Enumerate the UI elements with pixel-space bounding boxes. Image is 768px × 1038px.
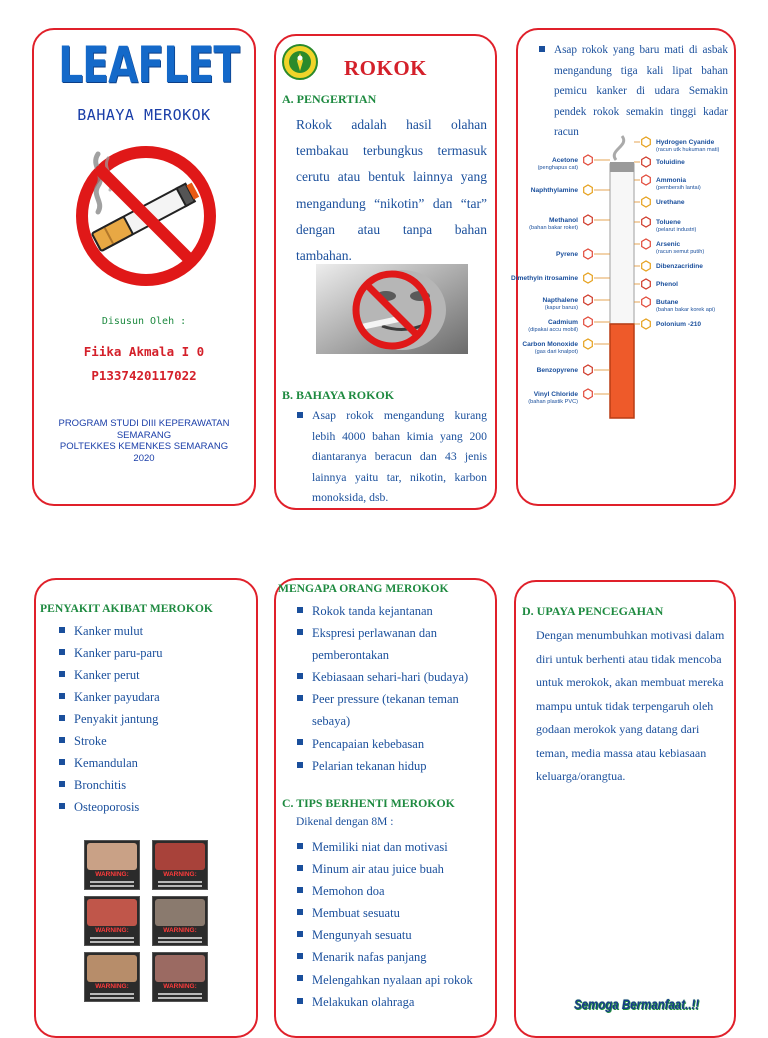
molecule-icon — [642, 297, 651, 307]
prevention-paragraph: Dengan menumbuhkan motivasi dalam diri untuk berhenti atau tidak mencoba untuk merokok, akan membuat mereka mampu untuk tidak terpengaruh oleh godaan merokok yang datang dari teman, media massa atau kebiasaan keluarga/orangtua. — [536, 628, 725, 783]
warning-line — [90, 993, 134, 995]
cigarette-filter — [610, 324, 634, 418]
molecule-icon — [584, 215, 593, 225]
warning-text: WARNING: — [95, 983, 129, 990]
smoker-no-smoking-photo — [316, 264, 468, 354]
definition-paragraph: Rokok adalah hasil olahan tembakau terbungkus termasuk cerutu atau bentuk lainnya yang mengandung “nikotin” dan “tar” dengan atau tanpa bahan tambahan. — [296, 117, 487, 264]
warning-line — [90, 937, 134, 939]
chemical-name: Dimethyln itrosamine — [510, 275, 578, 282]
list-item: Membuat sesuatu — [296, 902, 487, 924]
cigarette-body — [610, 164, 634, 324]
list-item: Asap rokok yang baru mati di asbak mengandung tiga kali lipat bahan pemicu kanker di udara Semakin pendek rokok semakin tinggi kadar racun — [538, 40, 728, 143]
warning-photo — [155, 955, 205, 982]
molecule-icon — [642, 279, 651, 289]
molecule-icon — [584, 295, 593, 305]
author-id-number: P1337420117022 — [91, 368, 197, 383]
warning-line — [158, 881, 202, 883]
no-smoking-icon — [68, 136, 224, 286]
warning-photo — [155, 899, 205, 926]
tips-intro: Dikenal dengan 8M : — [296, 816, 394, 828]
warning-line — [158, 937, 202, 939]
warning-line — [158, 885, 202, 887]
institution — [40, 418, 248, 464]
molecule-icon — [642, 319, 651, 329]
molecule-icon — [642, 239, 651, 249]
author-name: Fiika Akmala I 0 — [83, 344, 205, 359]
warning-card — [84, 896, 140, 946]
institution-line: 2020 — [133, 452, 155, 464]
list-item: Kanker perut — [58, 664, 252, 686]
warning-card — [152, 896, 208, 946]
chemical-name: Dibenzacridine — [656, 263, 703, 270]
institution-line: PROGRAM STUDI DIII KEPERAWATAN — [58, 418, 230, 429]
list-item: Melakukan olahraga — [296, 991, 487, 1013]
warning-line — [158, 941, 202, 943]
closing-message: Semoga Bermanfaat..!! — [574, 996, 700, 1012]
chemical-name: Toluidine — [656, 159, 685, 166]
list-item: Kanker paru-paru — [58, 642, 252, 664]
chemical-name: Phenol — [656, 281, 678, 288]
author-label: Disusun Oleh : — [101, 316, 187, 327]
chemical-name: Urethane — [656, 199, 685, 206]
warning-text: WARNING: — [163, 983, 197, 990]
tips-list — [296, 836, 487, 1013]
chemical-name: Methanol — [549, 217, 578, 224]
section-heading-danger: B. BAHAYA ROKOK — [282, 388, 395, 402]
chemical-note: (penghapus cat) — [537, 165, 578, 171]
warning-card — [84, 952, 140, 1002]
chemical-note: (pelarut industri) — [656, 227, 697, 233]
diseases-list — [58, 620, 252, 818]
molecule-icon — [642, 137, 651, 147]
chemical-name: Naphthylamine — [530, 187, 578, 194]
institution-line: SEMARANG — [116, 429, 172, 441]
cigarette-chemicals-diagram — [510, 134, 738, 422]
list-item: Kemandulan — [58, 752, 252, 774]
molecule-icon — [584, 185, 593, 195]
warning-text: WARNING: — [163, 871, 197, 878]
molecule-icon — [584, 317, 593, 327]
section-heading-definition: A. PENGERTIAN — [282, 92, 377, 106]
chemical-name: Cadmium — [547, 319, 578, 326]
chemical-name: Butane — [656, 299, 679, 306]
chemical-name: Toluene — [656, 219, 681, 226]
list-item: Pelarian tekanan hidup — [296, 755, 487, 777]
molecule-icon — [642, 157, 651, 167]
chemical-note: (pembersih lantai) — [656, 185, 701, 191]
intro-panel — [274, 34, 497, 510]
chemical-note: (dipakai accu mobil) — [528, 327, 578, 333]
reasons-list — [296, 600, 487, 777]
smoke-wisp — [614, 136, 624, 160]
list-item: Osteoporosis — [58, 796, 252, 818]
list-item: Ekspresi perlawanan dan pemberontakan — [296, 622, 487, 666]
prevention-panel — [514, 580, 736, 1038]
chemical-note: (bahan plastik PVC) — [528, 399, 578, 405]
warning-photo — [87, 955, 137, 982]
warning-text: WARNING: — [95, 927, 129, 934]
molecule-icon — [642, 175, 651, 185]
warning-line — [158, 997, 202, 999]
chemical-note: (kapur barus) — [544, 305, 578, 311]
reasons-panel — [274, 578, 497, 1038]
warning-line — [158, 993, 202, 995]
chemical-name: Pyrene — [556, 251, 578, 258]
chemicals-panel — [510, 28, 736, 506]
reasons-heading: MENGAPA ORANG MEROKOK — [278, 582, 449, 595]
molecule-icon — [584, 249, 593, 259]
chemical-note: (bahan bakar roket) — [529, 225, 578, 231]
chemical-note: (bahan bakar korek api) — [656, 307, 716, 313]
chemical-name: Benzopyrene — [536, 367, 578, 374]
list-item: Stroke — [58, 730, 252, 752]
list-item: Memiliki niat dan motivasi — [296, 836, 487, 858]
list-item: Bronchitis — [58, 774, 252, 796]
chemical-name: Polonium -210 — [656, 321, 702, 328]
warning-card — [84, 840, 140, 890]
list-item: Melengahkan nyalaan api rokok — [296, 969, 487, 991]
leaflet-title: LEAFLET — [58, 36, 240, 94]
molecule-icon — [584, 273, 593, 283]
list-item: Mengunyah sesuatu — [296, 924, 487, 946]
chemical-name: Napthalene — [542, 297, 578, 304]
chemical-name: Carbon Monoxide — [522, 341, 578, 348]
list-item: Pencapaian kebebasan — [296, 733, 487, 755]
molecule-icon — [584, 155, 593, 165]
molecule-icon — [642, 261, 651, 271]
molecule-icon — [584, 365, 593, 375]
warning-text: WARNING: — [95, 871, 129, 878]
institution-line: POLTEKKES KEMENKES SEMARANG — [59, 441, 229, 452]
diseases-heading: PENYAKIT AKIBAT MEROKOK — [40, 602, 213, 615]
chemical-note: (racun semut putih) — [656, 249, 705, 255]
warning-line — [90, 885, 134, 887]
list-item: Kanker mulut — [58, 620, 252, 642]
list-item: Kebiasaan sehari-hari (budaya) — [296, 666, 487, 688]
warning-photo — [87, 843, 137, 870]
chemical-name: Hydrogen Cyanide — [656, 139, 715, 146]
list-item: Penyakit jantung — [58, 708, 252, 730]
cover-panel — [32, 28, 256, 506]
molecule-icon — [584, 389, 593, 399]
molecule-icon — [642, 197, 651, 207]
intro-title: ROKOK — [343, 56, 427, 80]
leaflet-subtitle: BAHAYA MEROKOK — [77, 106, 211, 124]
chemical-name: Arsenic — [656, 241, 681, 248]
warning-labels-grid — [84, 840, 210, 1004]
warning-line — [90, 941, 134, 943]
list-item: Peer pressure (tekanan teman sebaya) — [296, 688, 487, 732]
chemical-name: Vinyl Chloride — [533, 391, 578, 398]
chemical-note: (racun utk hukuman mati) — [656, 147, 720, 153]
chemical-name: Ammonia — [656, 177, 687, 184]
list-item: Memohon doa — [296, 880, 487, 902]
list-item: Rokok tanda kejantanan — [296, 600, 487, 622]
list-item: Kanker payudara — [58, 686, 252, 708]
chemical-name: Acetone — [551, 157, 578, 164]
molecule-icon — [642, 217, 651, 227]
molecule-icon — [584, 339, 593, 349]
warning-line — [90, 997, 134, 999]
list-item: Minum air atau juice buah — [296, 858, 487, 880]
warning-card — [152, 840, 208, 890]
danger-list — [296, 406, 487, 509]
list-item: Asap rokok mengandung kurang lebih 4000 bahan kimia yang 200 diantaranya beracun dan 43 jenis lainnya yaitu tar, nikotin, karbon monoksida, dsb. — [296, 406, 487, 509]
warning-photo — [155, 843, 205, 870]
chemical-note: (gas dari knalpot) — [534, 349, 578, 355]
warning-photo — [87, 899, 137, 926]
chemicals-fact-list — [538, 40, 728, 143]
tips-heading: C. TIPS BERHENTI MEROKOK — [282, 796, 455, 810]
diseases-panel — [34, 578, 258, 1038]
list-item: Menarik nafas panjang — [296, 946, 487, 968]
warning-line — [90, 881, 134, 883]
cigarette-ash — [610, 162, 634, 172]
warning-text: WARNING: — [163, 927, 197, 934]
warning-card — [152, 952, 208, 1002]
prevention-heading: D. UPAYA PENCEGAHAN — [522, 604, 664, 618]
